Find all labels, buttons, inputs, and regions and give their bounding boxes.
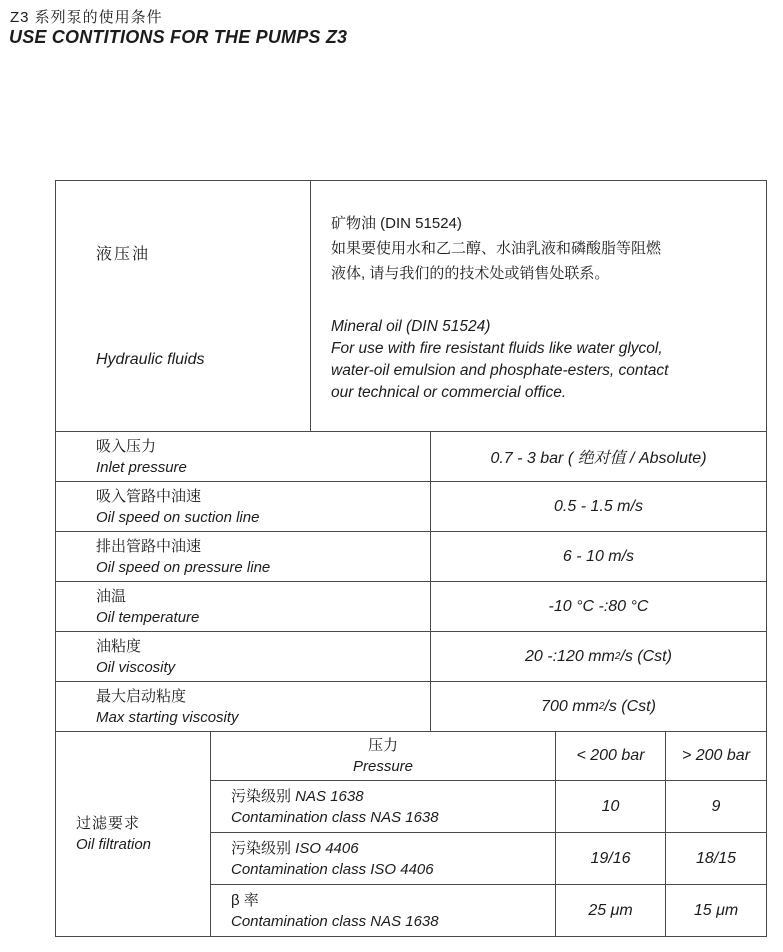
filtration-row-label-en: Contamination class NAS 1638: [231, 912, 439, 930]
filtration-label-code: NAS 1638: [291, 787, 364, 805]
filtration-value: 25 μm: [588, 901, 633, 919]
fluids-en-line: our technical or commercial office.: [331, 384, 567, 401]
fluids-en-line: Mineral oil (DIN 51524): [331, 318, 491, 335]
row-label-zh: 油粘度: [96, 637, 142, 655]
filtration-header-row: [211, 732, 766, 780]
row-value: 0.7 - 3 bar ( 绝对值 / Absolute): [490, 450, 707, 467]
filtration-value-cell: [556, 781, 666, 832]
filtration-label-zh-text: 污染级别: [231, 839, 292, 857]
row-value: 700 mm: [541, 697, 599, 715]
row-label-cell: [56, 682, 431, 731]
oil-filtration-label-zh: 过滤要求: [76, 815, 141, 832]
filtration-value: 10: [601, 797, 620, 815]
fluids-description-en: [331, 316, 752, 404]
page-title-chinese: Z3 系列泵的使用条件: [10, 9, 163, 26]
row-label-en: Oil temperature: [96, 608, 200, 626]
pressure-col2-label: > 200 bar: [681, 747, 751, 764]
row-value: 0.5 - 1.5 m/s: [554, 497, 643, 515]
hydraulic-fluids-row: [56, 181, 766, 431]
filtration-label-zh-text: 污染级别: [231, 787, 292, 805]
fluids-description-zh: [331, 211, 752, 286]
row-label-cell: [56, 632, 431, 681]
row-label-en: Oil speed on pressure line: [96, 558, 271, 576]
pressure-header-zh: 压力: [367, 737, 398, 754]
row-value-cell: [431, 582, 766, 631]
use-conditions-table: [55, 180, 767, 937]
filtration-row-label-zh: [231, 890, 555, 911]
row-value-cell: 20 -:120 mm 2 /s (Cst): [525, 647, 672, 665]
oil-filtration-subtable: [211, 732, 766, 936]
row-label-cell: [56, 582, 431, 631]
filtration-row-label-cell: [211, 885, 556, 936]
hydraulic-fluids-label-en: Hydraulic fluids: [96, 351, 205, 368]
row-label-zh: 油温: [96, 587, 127, 605]
filtration-row-label-en: Contamination class NAS 1638: [231, 808, 439, 826]
table-row-max-starting-viscosity: [56, 681, 766, 731]
row-label-zh: 排出管路中油速: [96, 537, 202, 555]
filtration-row-beta-rate: [211, 884, 766, 936]
row-value: 20 -:120 mm: [525, 647, 615, 665]
hydraulic-fluids-label-cell: [56, 181, 311, 431]
table-row-oil-temperature: [56, 581, 766, 631]
oil-filtration-label-en: Oil filtration: [76, 836, 152, 853]
row-label-en: Oil viscosity: [96, 658, 176, 676]
filtration-value-cell: [666, 885, 766, 936]
row-label-en: Max starting viscosity: [96, 708, 239, 726]
hydraulic-fluids-description-cell: [311, 181, 766, 431]
filtration-row-label-cell: [211, 833, 556, 884]
pressure-col2-header: [666, 732, 766, 780]
oil-filtration-section: [56, 731, 766, 936]
row-value: -10 °C -:80 °C: [548, 597, 649, 615]
row-value-cell: 700 mm 2 /s (Cst): [541, 697, 656, 715]
row-label-cell: [56, 532, 431, 581]
pressure-header-en: Pressure: [352, 758, 414, 775]
filtration-value: 18/15: [695, 849, 737, 867]
filtration-value: 19/16: [590, 849, 631, 867]
filtration-value: 9: [711, 797, 721, 815]
fluids-zh-line: 如果要使用水和乙二醇、水油乳液和磷酸脂等阻燃: [331, 240, 662, 257]
filtration-label-code: ISO 4406: [291, 839, 359, 857]
row-value-cell: [431, 532, 766, 581]
row-value-suffix: /s (Cst): [620, 647, 672, 665]
row-value-suffix: /s (Cst): [604, 697, 656, 715]
row-value-cell: [431, 432, 766, 481]
row-label-en: Inlet pressure: [96, 458, 187, 476]
filtration-value-cell: [556, 885, 666, 936]
filtration-value-cell: [666, 833, 766, 884]
filtration-row-iso-4406: [211, 832, 766, 884]
fluids-en-line: For use with fire resistant fluids like water glycol,: [331, 340, 663, 357]
table-row-oil-speed-suction: [56, 481, 766, 531]
filtration-row-label-en: Contamination class ISO 4406: [231, 860, 434, 878]
page-title-english: USE CONTITIONS FOR THE PUMPS Z3: [9, 27, 348, 47]
row-label-cell: [56, 482, 431, 531]
row-value: 6 - 10 m/s: [562, 547, 635, 565]
row-label-zh: 吸入管路中油速: [96, 487, 202, 505]
oil-filtration-label-cell: [56, 732, 211, 936]
pressure-header-cell: [211, 732, 556, 780]
row-label-zh: 吸入压力: [96, 437, 157, 455]
table-row-oil-viscosity: [56, 631, 766, 681]
pressure-col1-label: < 200 bar: [576, 747, 645, 764]
hydraulic-fluids-label-zh: 液压油: [96, 246, 151, 263]
fluids-zh-line: 矿物油 (DIN 51524): [331, 215, 462, 232]
filtration-value-cell: [666, 781, 766, 832]
filtration-row-label-cell: [211, 781, 556, 832]
pressure-col1-header: [556, 732, 666, 780]
table-row-oil-speed-pressure: [56, 531, 766, 581]
filtration-label-zh-text: β 率: [231, 891, 259, 909]
filtration-row-nas-1638: [211, 780, 766, 832]
filtration-value: 15 μm: [693, 901, 739, 919]
filtration-row-label-zh: [231, 786, 555, 807]
fluids-zh-line: 液体, 请与我们的的技术处或销售处联系。: [331, 265, 610, 282]
row-value-cell: [431, 482, 766, 531]
filtration-row-label-zh: [231, 838, 555, 859]
row-label-zh: 最大启动粘度: [96, 687, 187, 705]
row-label-cell: [56, 432, 431, 481]
fluids-en-line: water-oil emulsion and phosphate-esters, contact: [331, 362, 669, 379]
row-label-en: Oil speed on suction line: [96, 508, 260, 526]
filtration-value-cell: [556, 833, 666, 884]
table-row-inlet-pressure: [56, 431, 766, 481]
